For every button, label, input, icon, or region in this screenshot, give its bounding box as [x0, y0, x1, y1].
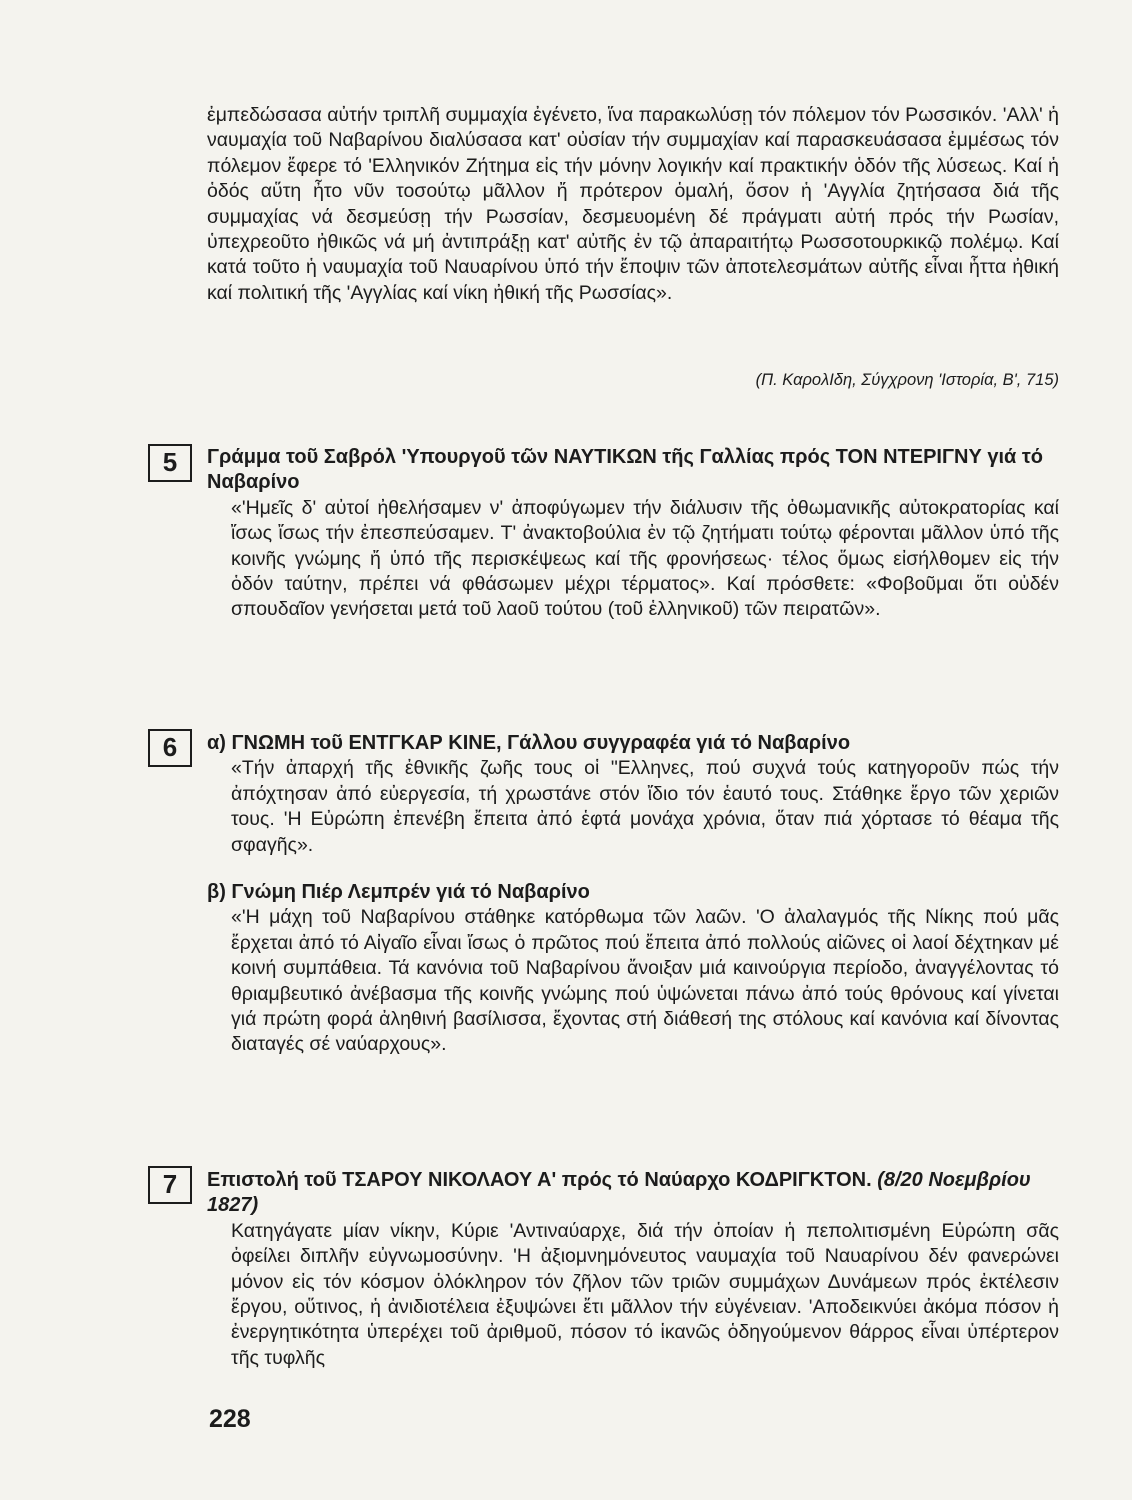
- section-5-text: «'Ημεῖς δ' αὐτοί ἠθελήσαμεν ν' ἀποφύγωμεν τήν διάλυσιν τῆς ὀθωμανικῆς αὐτοκρατορίας καί ἴσως ἴσως τήν ἐπεσπεύσαμεν. Τ' ἀνακτοβούλια ἐν τῷ ζητήματι τούτῳ φέρονται μᾶλλον ὑπό τῆς κοινῆς γνώμης ἤ ὑπό τῆς περισκέψεως καί τῆς φρονήσεως· τέλος ὅμως εἰσήλθομεν εἰς τήν ὁδόν ταύτην, πρέπει νά φθάσωμεν μέχρι τέρματος». Καί πρόσθετε: «Φοβοῦμαι ὅτι οὐδέν σπουδαῖον γενήσεται μετά τοῦ λαοῦ τούτου (τοῦ ἑλληνικοῦ) τῶν πειρατῶν».: [231, 496, 1059, 621]
- section-6b-heading: β) Γνώμη Πιέρ Λεμπρέν γιά τό Ναβαρίνο: [207, 881, 590, 904]
- section-number-6: 6: [148, 729, 192, 767]
- section-5: [207, 445, 1059, 623]
- intro-block: [207, 103, 1059, 306]
- section-6b-text: «'Η μάχη τοῦ Ναβαρίνου στάθηκε κατόρθωμα τῶν λαῶν. 'Ο ἀλαλαγμός τῆς Νίκης πού μᾶς ἔρχεται ἀπό τό Αἰγαῖο εἶναι ἴσως ὁ πρῶτος πού ἔπειτα ἀπό πολλούς αἰῶνες οἱ λαοί δέχτηκαν μέ κοινή συμπάθεια. Τά κανόνια τοῦ Ναβαρίνου ἄνοιξαν μιά καινούργια περίοδο, ἀναγγέλοντας τό θριαμβευτικό ἀνέβασμα τῆς κοινῆς γνώμης πού ὑψώνεται πάνω ἀπό τούς θρόνους καί γίνεται γιά πρώτη φορά ἀληθινή βασίλισσα, ἔχοντας στή διάθεσή της στόλους καί κανόνια καί δίνοντας διαταγές σέ ναύαρχους».: [231, 906, 1059, 1056]
- section-5-heading: Γράμμα τοῦ Σαβρόλ 'Υπουργοῦ τῶν ΝΑΥΤΙΚΩΝ τῆς Γαλλίας πρός ΤΟΝ ΝΤΕΡΙΓΝΥ γιά τό Ναβαρίνο: [207, 446, 1044, 494]
- section-6: [207, 731, 1059, 1058]
- section-7: [207, 1168, 1059, 1371]
- section-6a-heading: α) ΓΝΩΜΗ τοῦ ΕΝΤΓΚΑΡ ΚΙΝΕ, Γάλλου συγγραφέα γιά τό Ναβαρίνο: [207, 732, 851, 754]
- page-number: 228: [209, 1405, 251, 1433]
- section-7-heading: [207, 1168, 1059, 1219]
- section-7-heading-date: (8/20 Νοεμβρίου 1827): [207, 1169, 1031, 1217]
- subsection-spacer: [207, 858, 1059, 880]
- intro-citation: (Π. ΚαρολΙδη, Σύγχρονη 'Ιστορία, Β', 715): [755, 371, 1059, 389]
- intro-paragraph: ἐμπεδώσασα αὐτήν τριπλῆ συμμαχία ἐγένετο, ἵνα παρακωλύσῃ τόν πόλεμον τόν Ρωσσικόν. 'Αλλ' ἡ ναυμαχία τοῦ Ναβαρίνου διαλύσασα κατ' οὐσίαν τήν συμμαχίαν καί παρασκευάσασα ἐμμέσως τόν πόλεμον ἔφερε τό 'Ελληνικόν Ζήτημα εἰς τήν μόνην λογικήν καί πρακτικήν ὁδόν τῆς λύσεως. Καί ἡ ὁδός αὕτη ἦτο νῦν τοσούτῳ μᾶλλον ἤ πρότερον ὁμαλή, ὅσον ἡ 'Αγγλία ζητήσασα διά τῆς συμμαχίας νά δεσμεύσῃ τήν Ρωσσίαν, δεσμευομένη δέ πράγματι αὐτή πρός τήν Ρωσίαν, ὑπεχρεοῦτο ἠθικῶς νά μή ἀντιπράξῃ κατ' αὐτῆς ἐν τῷ ἀπαραιτήτῳ Ρωσσοτουρκικῷ πολέμῳ. Καί κατά τοῦτο ἡ ναυμαχία τοῦ Ναυαρίνου ὑπό τήν ἔποψιν τῶν ἀποτελεσμάτων αὐτῆς εἶναι ἧττα ἠθική καί πολιτική τῆς 'Αγγλίας καί νίκη ἠθική τῆς Ρωσσίας».: [207, 104, 1059, 304]
- section-7-text: Κατηγάγατε μίαν νίκην, Κύριε 'Αντιναύαρχε, διά τήν ὁποίαν ἡ πεπολιτισμένη Εὐρώπη σᾶς ὀφείλει διπλῆν εὐγνωμοσύνην. 'Η ἀξιομνημόνευτος ναυμαχία τοῦ Ναυαρίνου δέν φανερώνει μόνον εἰς τόν κόσμον ὁλόκληρον τόν ζῆλον τῶν τριῶν συμμάχων Δυνάμεων πρός ἐκτέλεσιν ἔργου, οὕτινος, ἡ ἀνιδιοτέλεια ἐξυψώνει ἔτι μᾶλλον τήν εὐγένειαν. 'Αποδεικνύει ἀκόμα πόσον ἡ ἐνεργητικότητα ὑπερέχει τοῦ ἀριθμοῦ, πόσον τό ἱκανῶς ὁδηγούμενον θάρρος εἶναι ὑπέρτερον τῆς τυφλῆς: [231, 1219, 1059, 1369]
- section-7-heading-text: Επιστολή τοῦ ΤΣΑΡΟΥ ΝΙΚΟΛΑΟΥ Α' πρός τό Ναύαρχο ΚΟΔΡΙΓΚΤΟΝ.: [207, 1169, 872, 1191]
- section-number-5: 5: [148, 444, 192, 482]
- section-6a-text: «Τήν ἀπαρχή τῆς ἐθνικῆς ζωῆς τους οἱ "Ελληνες, πού συχνά τούς κατηγοροῦν πώς τήν ἀπόχτησαν ἀπό εὐεργεσία, τή χρωστάνε στόν ἴδιο τόν ἑαυτό τους. Στάθηκε ἔργο τῶν χεριῶν τους. 'Η Εὐρώπη ἐπενέβη ἔπειτα ἀπό ἑφτά μονάχα χρόνια, ὅταν πιά χόρτασε τό θέαμα τῆς σφαγῆς».: [231, 757, 1059, 856]
- section-number-7: 7: [148, 1166, 192, 1204]
